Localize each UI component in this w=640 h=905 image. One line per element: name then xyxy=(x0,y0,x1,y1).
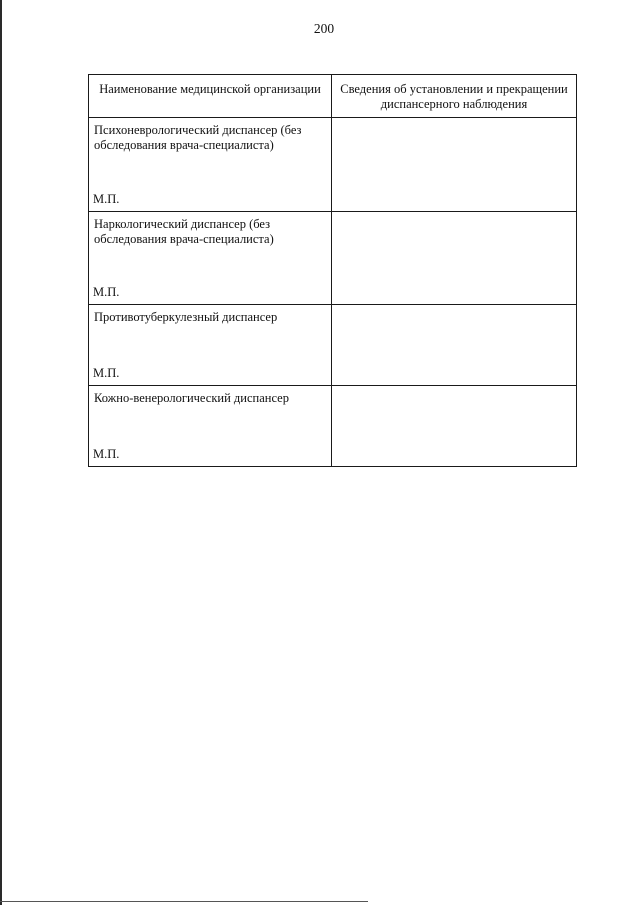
scan-bottom-edge xyxy=(0,901,368,902)
org-name: Кожно-венерологический диспансер xyxy=(94,391,289,405)
observation-info-cell xyxy=(332,386,577,467)
stamp-label: М.П. xyxy=(93,366,120,380)
table-header-row xyxy=(89,75,577,118)
table-row xyxy=(89,118,577,212)
header-observation-info: Сведения об установлении и прекращении диспансерного наблюдения xyxy=(332,75,577,118)
stamp-label: М.П. xyxy=(93,192,120,206)
scan-left-edge xyxy=(0,0,2,905)
org-cell xyxy=(89,212,332,305)
stamp-label: М.П. xyxy=(93,285,120,299)
table-row xyxy=(89,305,577,386)
dispensary-table xyxy=(88,74,577,467)
table-row xyxy=(89,212,577,305)
stamp-label: М.П. xyxy=(93,447,120,461)
observation-info-cell xyxy=(332,305,577,386)
org-cell xyxy=(89,118,332,212)
org-cell xyxy=(89,305,332,386)
header-org-name: Наименование медицинской организации xyxy=(89,75,332,118)
org-name: Наркологический диспансер (без обследования врача-специалиста) xyxy=(94,217,274,246)
org-cell xyxy=(89,386,332,467)
observation-info-cell xyxy=(332,212,577,305)
org-name: Противотуберкулезный диспансер xyxy=(94,310,278,324)
observation-info-cell xyxy=(332,118,577,212)
table-row xyxy=(89,386,577,467)
page-number: 200 xyxy=(313,21,335,36)
org-name: Психоневрологический диспансер (без обследования врача-специалиста) xyxy=(94,123,302,152)
